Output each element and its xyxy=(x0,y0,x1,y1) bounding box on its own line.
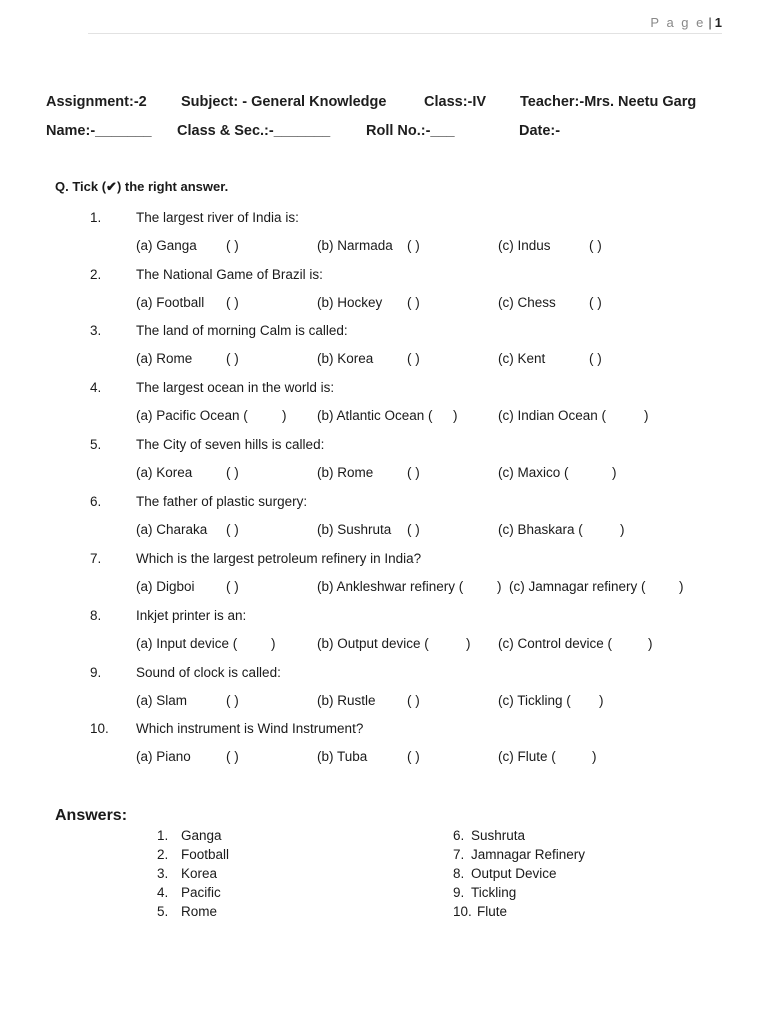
question-text: Sound of clock is called: xyxy=(136,665,281,680)
answer-text: Football xyxy=(181,847,230,862)
option-c-checkbox[interactable]: ) xyxy=(599,693,604,708)
option-a-checkbox[interactable]: ( ) xyxy=(226,693,239,708)
question-text: The largest ocean in the world is: xyxy=(136,380,335,395)
option-a: (a) Input device ( xyxy=(136,636,238,651)
option-a-checkbox[interactable]: ) xyxy=(271,636,276,651)
answer-text: Tickling xyxy=(471,885,517,900)
option-c-checkbox[interactable]: ) xyxy=(648,636,653,651)
class-sec-field: Class & Sec.:-_______ xyxy=(177,123,331,139)
answer-number: 7. xyxy=(453,847,465,862)
option-c: (c) Jamnagar refinery ( xyxy=(509,579,646,594)
question-number: 10. xyxy=(90,721,109,736)
answer-text: Jamnagar Refinery xyxy=(471,847,586,862)
option-b-checkbox[interactable]: ( ) xyxy=(407,693,420,708)
page-number-value: 1 xyxy=(714,15,722,30)
question-text: The National Game of Brazil is: xyxy=(136,267,323,282)
question-text: Inkjet printer is an: xyxy=(136,608,247,623)
option-a: (a) Korea xyxy=(136,465,193,480)
option-b-checkbox[interactable]: ( ) xyxy=(407,351,420,366)
option-a: (a) Piano xyxy=(136,749,191,764)
option-a: (a) Ganga xyxy=(136,238,197,253)
answer-number: 10. xyxy=(453,904,472,919)
option-c: (c) Kent xyxy=(498,351,546,366)
answer-number: 9. xyxy=(453,885,465,900)
option-b-checkbox[interactable]: ( ) xyxy=(407,295,420,310)
option-c-checkbox[interactable]: ( ) xyxy=(589,238,602,253)
answer-text: Sushruta xyxy=(471,828,526,843)
option-a-checkbox[interactable]: ( ) xyxy=(226,522,239,537)
question-item xyxy=(0,494,770,551)
question-instruction: Q. Tick (✔) the right answer. xyxy=(55,179,229,194)
option-a-checkbox[interactable]: ( ) xyxy=(226,238,239,253)
option-a: (a) Football xyxy=(136,295,205,310)
question-item xyxy=(0,210,770,267)
option-b-checkbox[interactable]: ( ) xyxy=(407,238,420,253)
teacher-label: Teacher:-Mrs. Neetu Garg xyxy=(520,94,697,110)
option-c-checkbox[interactable]: ( ) xyxy=(589,351,602,366)
question-item xyxy=(0,551,770,608)
option-a-checkbox[interactable]: ( ) xyxy=(226,749,239,764)
question-item xyxy=(0,380,770,437)
option-b: (b) Narmada xyxy=(317,238,393,253)
question-number: 7. xyxy=(90,551,102,566)
option-a-checkbox[interactable]: ( ) xyxy=(226,579,239,594)
option-b-checkbox[interactable]: ( ) xyxy=(407,522,420,537)
option-a: (a) Digboi xyxy=(136,579,195,594)
option-c-checkbox[interactable]: ) xyxy=(644,408,649,423)
option-a-checkbox[interactable]: ( ) xyxy=(226,295,239,310)
option-a: (a) Charaka xyxy=(136,522,208,537)
option-c: (c) Flute ( xyxy=(498,749,556,764)
option-b: (b) Rome xyxy=(317,465,374,480)
roll-no-field: Roll No.:-___ xyxy=(366,123,455,139)
option-c-checkbox[interactable]: ) xyxy=(612,465,617,480)
option-b-checkbox[interactable]: ( ) xyxy=(407,465,420,480)
class-label: Class:-IV xyxy=(424,94,487,110)
answer-text: Pacific xyxy=(181,885,221,900)
option-c-checkbox[interactable]: ) xyxy=(679,579,684,594)
option-b-checkbox[interactable]: ) xyxy=(453,408,458,423)
page-separator: | xyxy=(708,15,712,30)
answer-number: 2. xyxy=(157,847,169,862)
option-b-checkbox[interactable]: ( ) xyxy=(407,749,420,764)
option-a-checkbox[interactable]: ) xyxy=(282,408,287,423)
question-item xyxy=(0,721,770,778)
question-text: The land of morning Calm is called: xyxy=(136,323,348,338)
header-rule xyxy=(88,33,722,34)
option-c: (c) Maxico ( xyxy=(498,465,569,480)
option-b: (b) Rustle xyxy=(317,693,376,708)
question-item xyxy=(0,608,770,665)
option-c: (c) Indus xyxy=(498,238,551,253)
option-a: (a) Pacific Ocean ( xyxy=(136,408,248,423)
option-b: (b) Korea xyxy=(317,351,374,366)
option-a-checkbox[interactable]: ( ) xyxy=(226,351,239,366)
option-b-checkbox[interactable]: ) xyxy=(466,636,471,651)
question-text: The City of seven hills is called: xyxy=(136,437,325,452)
option-b: (b) Hockey xyxy=(317,295,383,310)
question-number: 1. xyxy=(90,210,102,225)
answer-text: Output Device xyxy=(471,866,557,881)
assignment-label: Assignment:-2 xyxy=(46,94,147,110)
answer-text: Rome xyxy=(181,904,218,919)
option-c: (c) Tickling ( xyxy=(498,693,571,708)
question-number: 3. xyxy=(90,323,102,338)
question-number: 6. xyxy=(90,494,102,509)
answer-number: 6. xyxy=(453,828,465,843)
option-c: (c) Bhaskara ( xyxy=(498,522,583,537)
option-c: (c) Indian Ocean ( xyxy=(498,408,607,423)
question-text: The father of plastic surgery: xyxy=(136,494,308,509)
option-b: (b) Output device ( xyxy=(317,636,429,651)
answer-number: 5. xyxy=(157,904,169,919)
subject-label: Subject: - General Knowledge xyxy=(181,94,387,110)
option-a-checkbox[interactable]: ( ) xyxy=(226,465,239,480)
question-number: 2. xyxy=(90,267,102,282)
question-item xyxy=(0,665,770,722)
question-number: 4. xyxy=(90,380,102,395)
question-item xyxy=(0,267,770,324)
answer-number: 3. xyxy=(157,866,169,881)
option-a: (a) Rome xyxy=(136,351,193,366)
option-c-checkbox[interactable]: ) xyxy=(620,522,625,537)
answer-text: Ganga xyxy=(181,828,222,843)
option-c: (c) Control device ( xyxy=(498,636,613,651)
option-c-checkbox[interactable]: ( ) xyxy=(589,295,602,310)
answer-number: 8. xyxy=(453,866,465,881)
question-item xyxy=(0,437,770,494)
answer-text: Korea xyxy=(181,866,218,881)
option-b: (b) Sushruta xyxy=(317,522,392,537)
answer-number: 4. xyxy=(157,885,169,900)
option-b: (b) Tuba xyxy=(317,749,368,764)
name-field: Name:-_______ xyxy=(46,123,152,139)
answer-number: 1. xyxy=(157,828,169,843)
page-number xyxy=(650,15,722,30)
option-b-checkbox[interactable]: ) xyxy=(497,579,502,594)
answer-text: Flute xyxy=(477,904,508,919)
option-b: (b) Atlantic Ocean ( xyxy=(317,408,433,423)
question-text: The largest river of India is: xyxy=(136,210,299,225)
date-field: Date:- xyxy=(519,123,561,139)
option-b: (b) Ankleshwar refinery ( xyxy=(317,579,464,594)
question-item xyxy=(0,323,770,380)
question-text: Which is the largest petroleum refinery in India? xyxy=(136,551,422,566)
page-label: P a g e xyxy=(650,15,706,30)
question-number: 5. xyxy=(90,437,102,452)
option-a: (a) Slam xyxy=(136,693,188,708)
answers-heading: Answers: xyxy=(55,807,128,824)
question-text: Which instrument is Wind Instrument? xyxy=(136,721,364,736)
option-c-checkbox[interactable]: ) xyxy=(592,749,597,764)
question-number: 9. xyxy=(90,665,102,680)
option-c: (c) Chess xyxy=(498,295,556,310)
question-number: 8. xyxy=(90,608,102,623)
